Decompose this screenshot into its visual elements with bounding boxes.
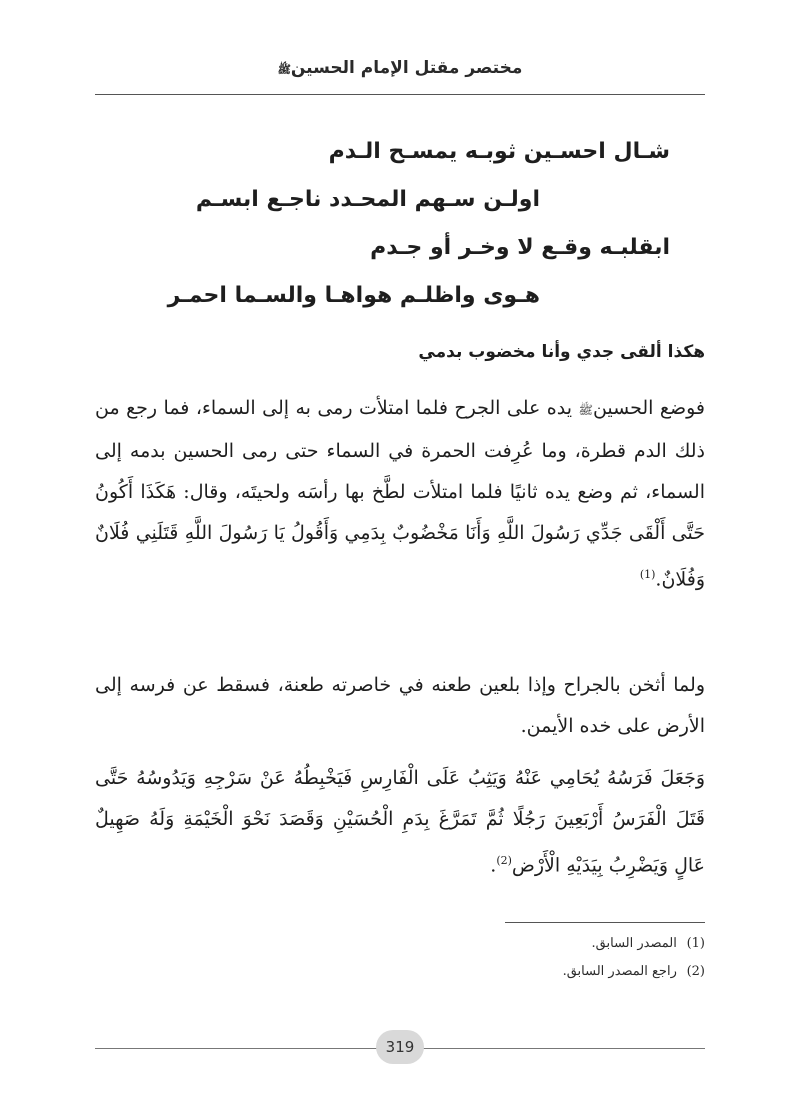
poem-line: هـوى واظلـم هواهـا والسـما احمـر [167,283,540,308]
page-header [95,58,705,79]
footnote-ref[interactable]: (1) [639,568,656,581]
header-divider [95,94,705,95]
paragraph-3 [95,758,705,886]
paragraph-text: وَجَعَلَ فَرَسُهُ يُحَامِي عَنْهُ وَيَثِبُ عَلَى الْفَارِسِ فَيَخْبِطُهُ عَنْ سَرْجِهِ وَيَدُوسُهُ حَتَّى قَتَلَ الْفَرَسُ أَرْبَعِينَ رَجُلًا ثُمَّ تَمَرَّغَ بِدَمِ الْحُسَيْنِ وَقَصَدَ نَحْوَ الْخَيْمَةِ وَلَهُ صَهِيلٌ عَالٍ وَيَضْرِبُ بِيَدَيْهِ الْأَرْض [95,767,705,877]
poem-line: اولـن سـهم المحـدد ناجـع ابسـم [195,187,540,212]
footnote-text: راجع المصدر السابق. [562,964,677,979]
footnote-text: المصدر السابق. [591,936,677,951]
footnote-item [95,958,705,986]
paragraph-2: ولما أثخن بالجراح وإذا بلعين طعنه في خاصرته طعنة، فسقط عن فرسه إلى الأرض على خده الأيمن. [95,674,705,737]
poem-block [110,128,700,320]
header-title: مختصر مقتل الإمام الحسين [290,58,523,78]
section-subheading: هكذا ألقى جدي وأنا مخضوب بدمي [418,342,705,362]
paragraph-end: . [490,854,497,877]
page-number: 319 [376,1030,424,1064]
paragraph-text: فوضع الحسين [592,397,705,419]
footnote-item [95,930,705,958]
footnote-number: (2) [686,964,705,979]
footnote-ref[interactable]: (2) [496,854,512,867]
footnote-divider [505,922,705,923]
poem-line: ابقلبـه وقـع لا وخـر أو جـدم [370,235,670,260]
header-honorific: ﷺ [277,63,291,76]
poem-line: شـال احسـين ثوبـه يمسـح الـدم [328,139,670,164]
paragraph-text: يده على الجرح فلما امتلأت رمى به إلى السماء، فما رجع من ذلك الدم قطرة، وما عُرِفت الحمرة في السماء حتى رمى الحسين بدمه إلى السماء، ثم وضع يده ثانيًا فلما امتلأت لطَّخ بها رأسَه ولحيتَه، وقال: هَكَذَا أَكُونُ حَتَّى أَلْقَى جَدِّي رَسُولَ اللَّهِ وَأَنَا مَخْضُوبٌ بِدَمِي وَأَقُولُ يَا رَسُولَ اللَّهِ قَتَلَنِي فُلَانٌ وَفُلَانٌ. [95,397,705,591]
honorific-symbol: ﷺ [578,403,593,417]
footnotes [95,930,705,986]
footnote-number: (1) [686,936,705,951]
paragraph-1 [95,388,705,600]
